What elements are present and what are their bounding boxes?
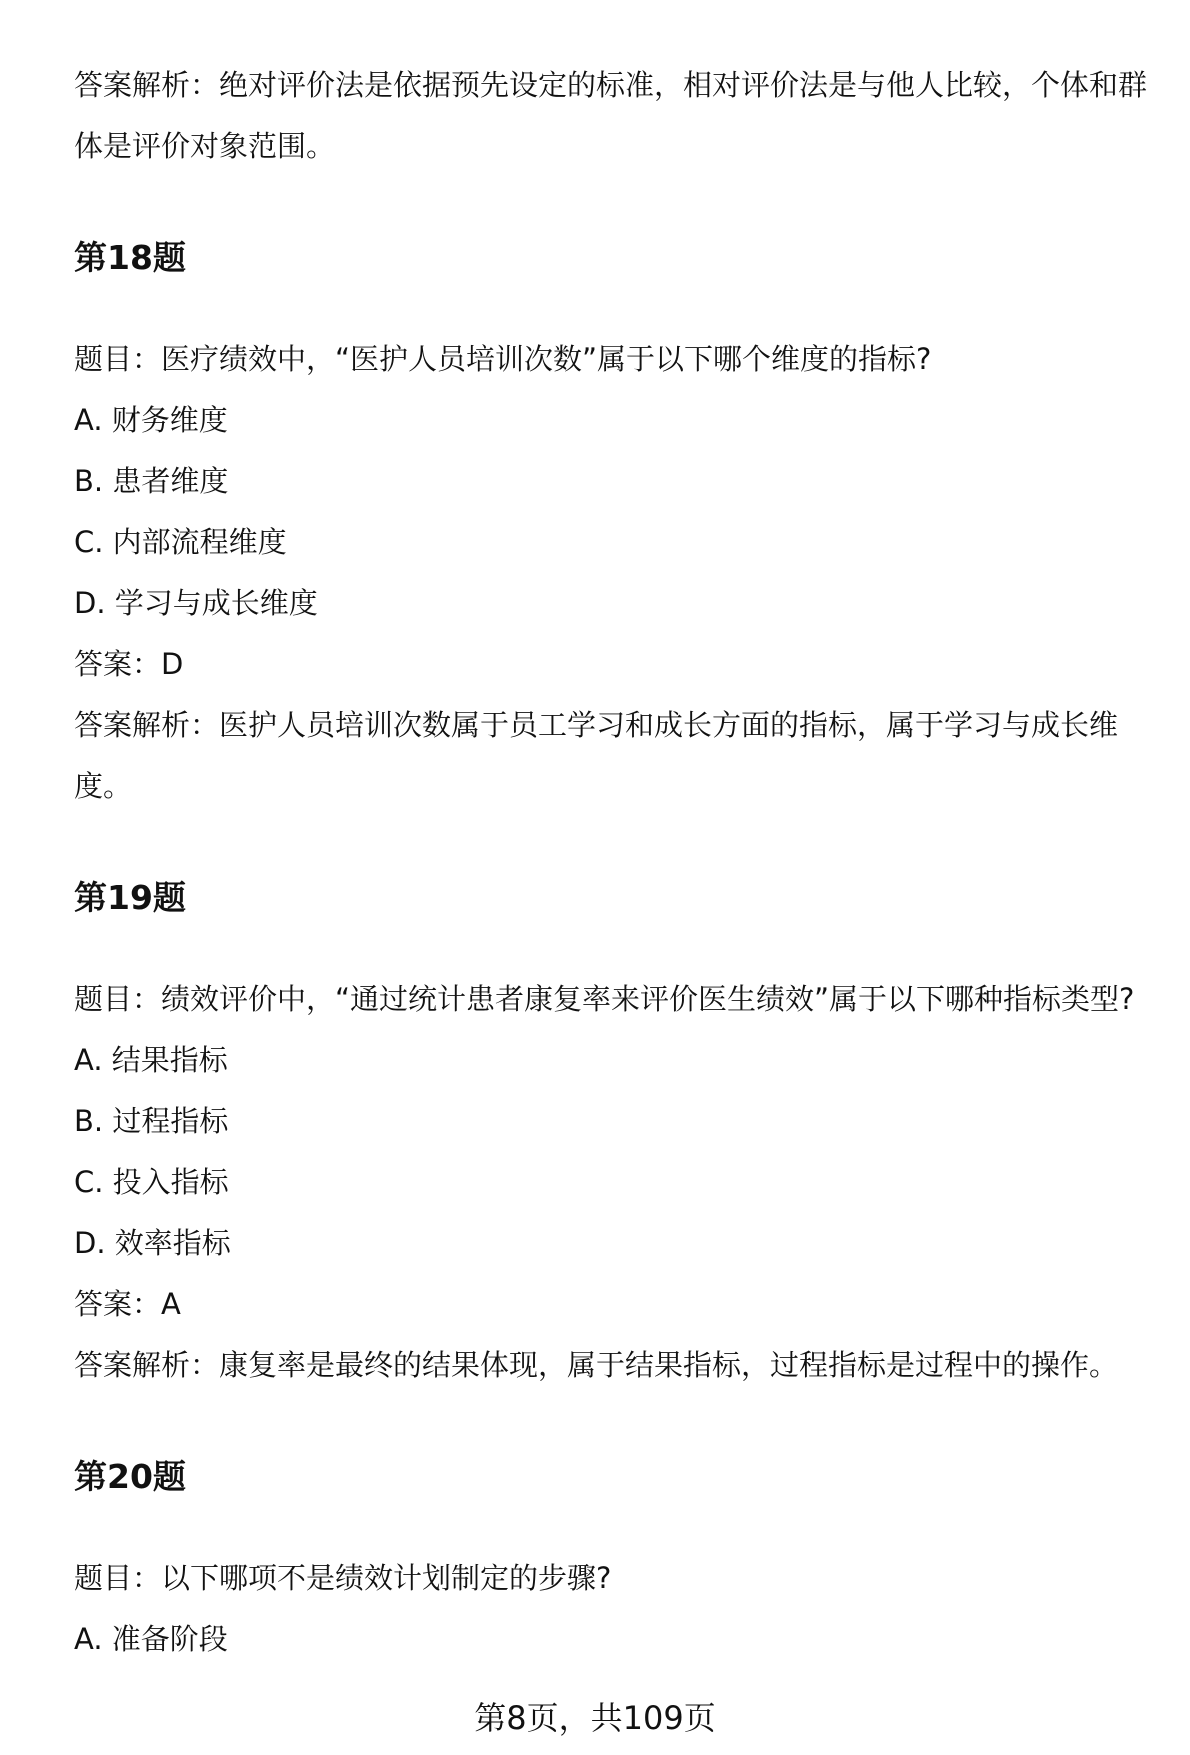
question-title: 第20题 xyxy=(74,1457,186,1496)
page-footer: 第8页，共109页 xyxy=(474,1699,716,1737)
answer-analysis: 答案解析：医护人员培训次数属于员工学习和成长方面的指标，属于学习与成长维度。 xyxy=(74,708,1119,803)
answer: 答案：D xyxy=(74,647,184,681)
option-a: A. 财务维度 xyxy=(74,403,228,437)
option-b: B. 患者维度 xyxy=(74,464,229,498)
question-stem: 题目：以下哪项不是绩效计划制定的步骤? xyxy=(74,1561,612,1595)
question-title: 第18题 xyxy=(74,238,186,277)
page-content xyxy=(74,55,1164,1670)
question-title: 第19题 xyxy=(74,878,186,917)
previous-analysis: 答案解析：绝对评价法是依据预先设定的标准，相对评价法是与他人比较，个体和群体是评价对象范围。 xyxy=(74,68,1148,163)
option-c: C. 内部流程维度 xyxy=(74,525,287,559)
question-stem: 题目：绩效评价中，“通过统计患者康复率来评价医生绩效”属于以下哪种指标类型? xyxy=(74,982,1135,1016)
option-d: D. 效率指标 xyxy=(74,1226,231,1260)
option-c: C. 投入指标 xyxy=(74,1165,229,1199)
option-d: D. 学习与成长维度 xyxy=(74,586,318,620)
option-a: A. 准备阶段 xyxy=(74,1622,228,1656)
option-b: B. 过程指标 xyxy=(74,1104,229,1138)
answer: 答案：A xyxy=(74,1287,181,1321)
answer-analysis: 答案解析：康复率是最终的结果体现，属于结果指标，过程指标是过程中的操作。 xyxy=(74,1348,1119,1382)
option-a: A. 结果指标 xyxy=(74,1043,228,1077)
question-stem: 题目：医疗绩效中，“医护人员培训次数”属于以下哪个维度的指标? xyxy=(74,342,932,376)
